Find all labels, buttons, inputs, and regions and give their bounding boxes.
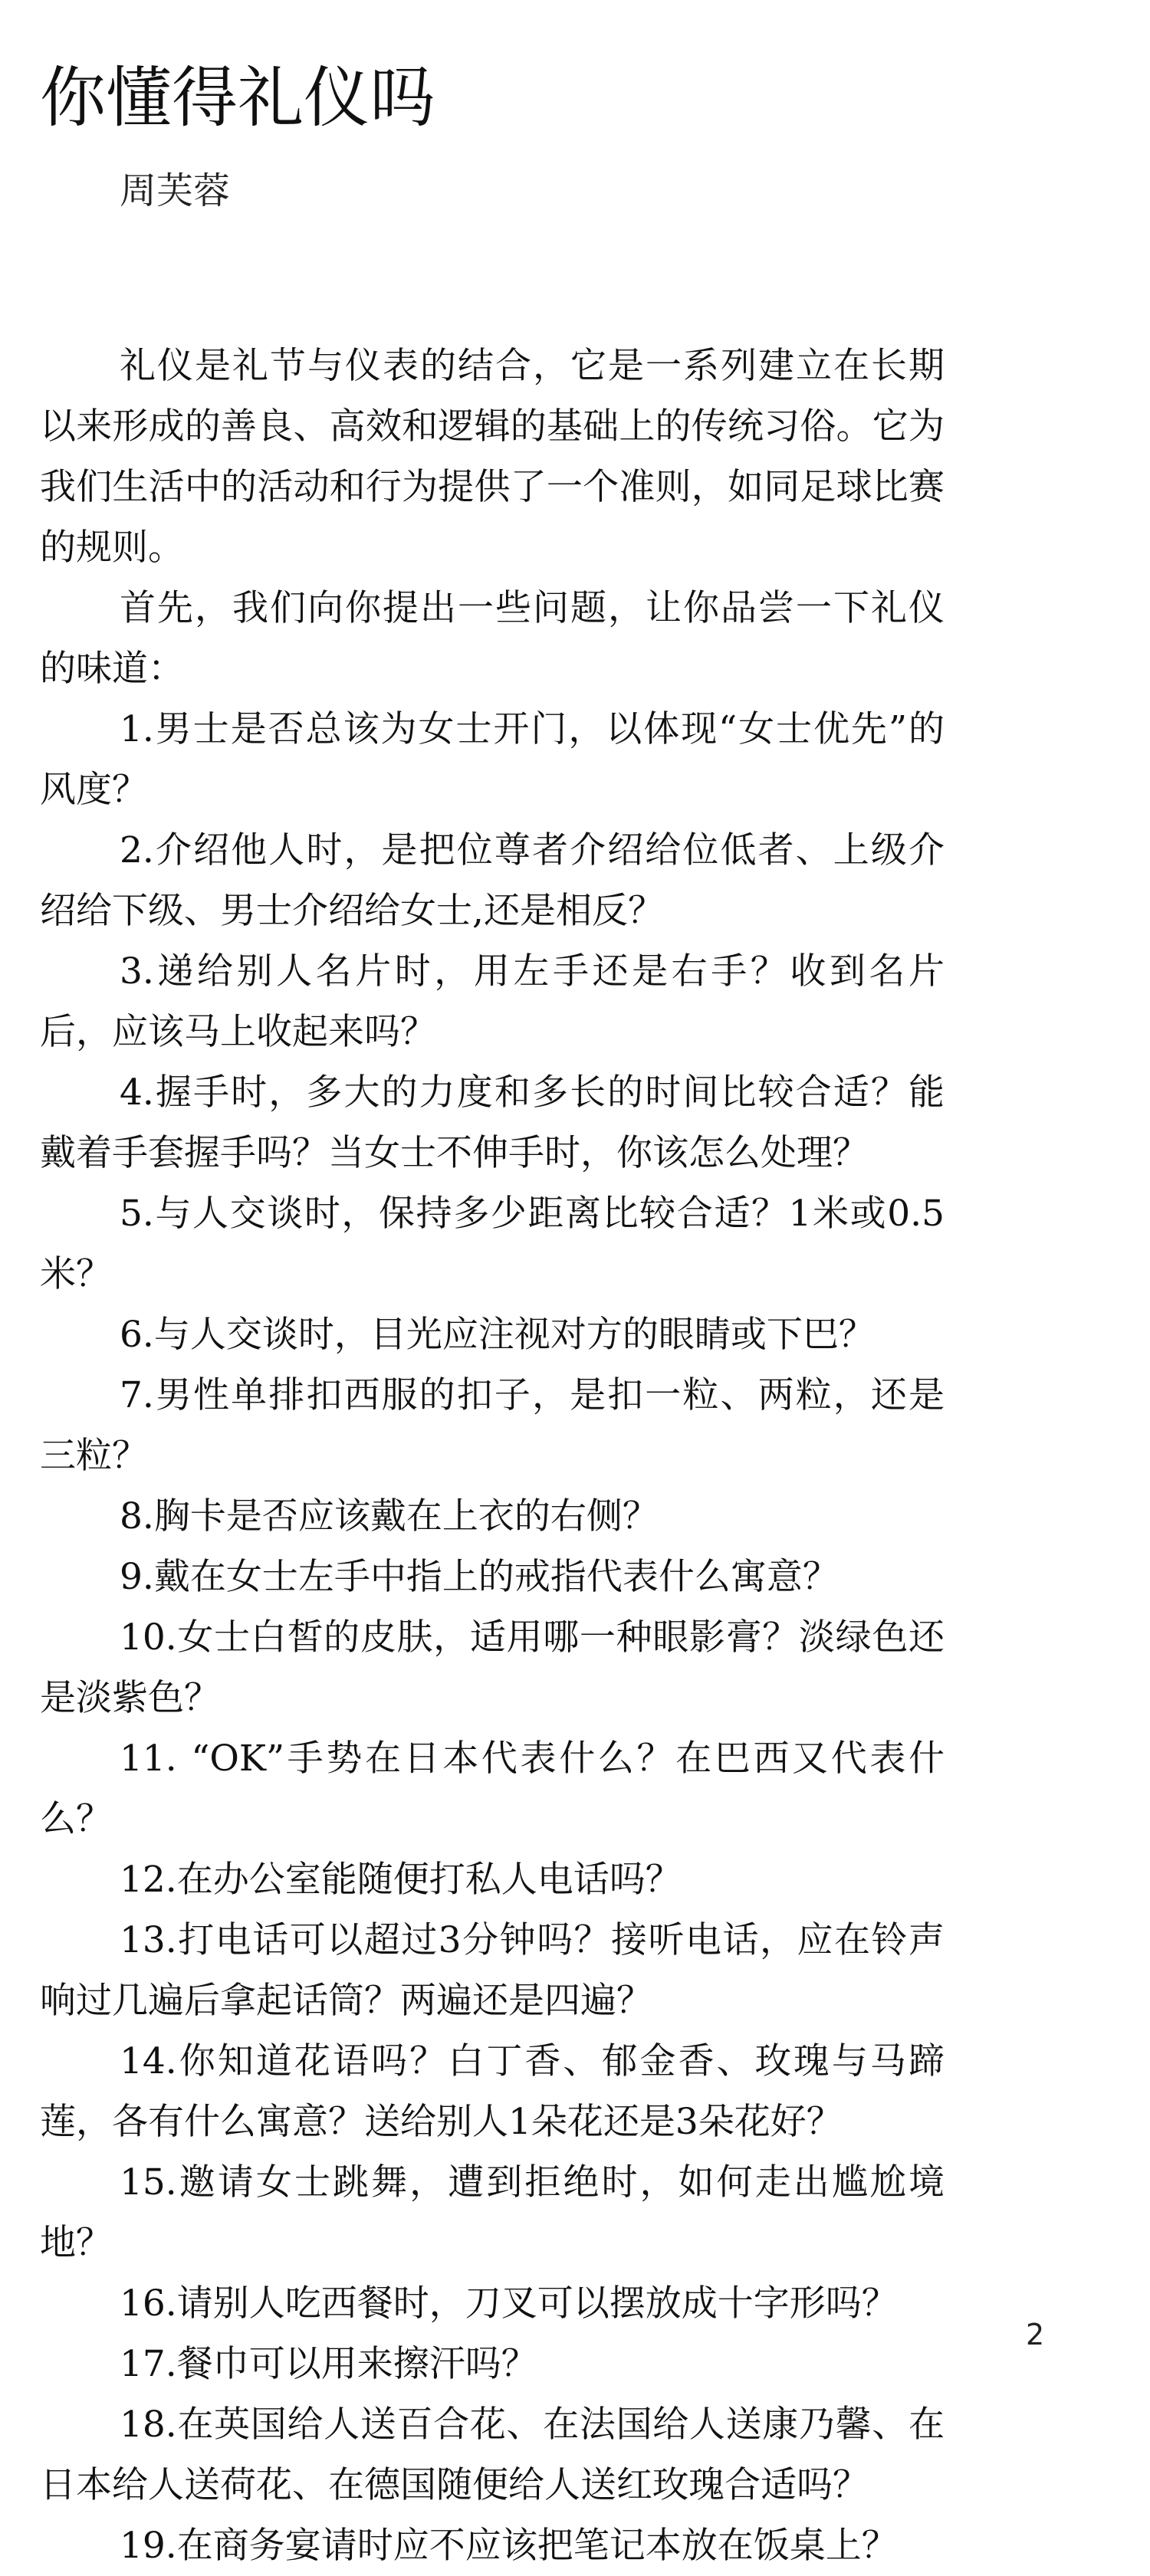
question-item: 7.男性单排扣西服的扣子，是扣一粒、两粒，还是三粒？	[40, 1374, 945, 1477]
author-name: 周芙蓉	[120, 169, 231, 212]
page-number: 2	[1026, 2318, 1045, 2351]
paragraph-intro: 礼仪是礼节与仪表的结合，它是一系列建立在长期以来形成的善良、高效和逻辑的基础上的传统习俗。它为我们生活中的活动和行为提供了一个准则，如同足球比赛的规则。	[40, 345, 945, 569]
article-body	[40, 336, 945, 2576]
question-item: 10.女士白皙的皮肤，适用哪一种眼影膏？淡绿色还是淡紫色？	[40, 1616, 945, 1719]
question-item: 14.你知道花语吗？白丁香、郁金香、玫瑰与马蹄莲，各有什么寓意？送给别人1朵花还是3朵花好？	[40, 2040, 945, 2143]
question-item: 2.介绍他人时，是把位尊者介绍给位低者、上级介绍给下级、男士介绍给女士,还是相反？	[40, 829, 945, 932]
question-item: 12.在办公室能随便打私人电话吗？	[120, 1859, 682, 1901]
question-item: 15.邀请女士跳舞，遭到拒绝时，如何走出尴尬境地？	[40, 2161, 945, 2264]
page-title: 你懂得礼仪吗	[40, 60, 435, 136]
question-item: 18.在英国给人送百合花、在法国给人送康乃馨、在日本给人送荷花、在德国随便给人送红玫瑰合适吗？	[40, 2404, 945, 2506]
question-item: 6.与人交谈时，目光应注视对方的眼睛或下巴？	[120, 1314, 875, 1356]
question-item: 3.递给别人名片时，用左手还是右手？收到名片后，应该马上收起来吗？	[40, 950, 945, 1053]
paragraph-questions-lead: 首先，我们向你提出一些问题，让你品尝一下礼仪的味道：	[40, 587, 945, 690]
question-item: 19.在商务宴请时应不应该把笔记本放在饭桌上？	[120, 2525, 898, 2567]
question-item: 17.餐巾可以用来擦汗吗？	[120, 2343, 537, 2385]
question-item: 13.打电话可以超过3分钟吗？接听电话，应在铃声响过几遍后拿起话筒？两遍还是四遍？	[40, 1919, 945, 2022]
question-item: 4.握手时，多大的力度和多长的时间比较合适？能戴着手套握手吗？当女士不伸手时，你该怎么处理？	[40, 1071, 945, 1174]
question-item: 8.胸卡是否应该戴在上衣的右侧？	[120, 1495, 659, 1537]
question-item: 16.请别人吃西餐时，刀叉可以摆放成十字形吗？	[120, 2282, 898, 2325]
question-item: 5.与人交谈时，保持多少距离比较合适？1米或0.5米？	[40, 1193, 945, 1295]
question-item: 9.戴在女士左手中指上的戒指代表什么寓意？	[120, 1556, 839, 1598]
question-item: 1.男士是否总该为女士开门，以体现“女士优先”的风度？	[40, 708, 945, 811]
question-item: 11. “OK”手势在日本代表什么？在巴西又代表什么？	[40, 1738, 945, 1840]
